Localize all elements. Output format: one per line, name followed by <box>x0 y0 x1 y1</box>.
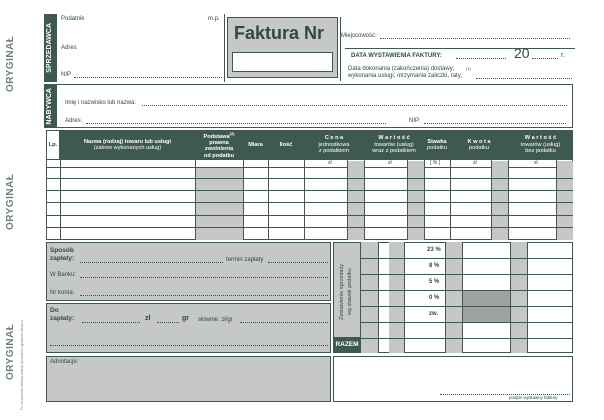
issue-date-label: DATA WYSTAWIENIA FAKTURY: <box>351 53 442 59</box>
col-line <box>268 160 269 240</box>
delivery-date-footnote: (1) <box>466 66 471 71</box>
summary-rate-23: 23 % <box>427 247 441 253</box>
col-header-rate <box>424 130 450 160</box>
tax-unit-zl: zł <box>473 160 477 166</box>
payment-method-label-1: Sposób <box>50 247 74 254</box>
col-header-net-line3: bez podatku <box>525 148 556 155</box>
notes-box[interactable] <box>46 356 331 402</box>
col-header-gross-line1: W a r t o ś ć <box>378 135 410 142</box>
to-pay-zl-field[interactable] <box>82 322 140 323</box>
summary-row <box>361 306 573 307</box>
col-header-net-line1: W a r t o ś ć <box>524 135 557 142</box>
seller-tab-label: SPRZEDAWCA <box>46 23 54 73</box>
account-field[interactable] <box>80 295 328 296</box>
to-pay-words-field-2[interactable] <box>50 345 328 346</box>
table-row <box>46 227 573 228</box>
table-row <box>46 178 573 179</box>
col-header-gross-line2: towarów (usług) <box>374 141 414 148</box>
col-header-net-line2: towarów (usług) <box>520 141 561 148</box>
col-line-gr <box>347 160 348 240</box>
to-pay-label-2: zapłaty: <box>50 315 75 322</box>
tax-gr-shade <box>491 161 508 240</box>
col-header-price-line1: C e n a <box>324 135 344 142</box>
col-header-rate-line1: Stawka <box>427 138 447 145</box>
col-line <box>450 160 451 240</box>
col-header-price <box>304 130 364 160</box>
payment-method-box <box>46 242 331 301</box>
col-header-qty-text: Ilość <box>279 141 293 148</box>
col-header-name-line1: Nazwa (rodzaj) towaru lub usługi <box>83 138 172 145</box>
col-header-net <box>508 130 573 160</box>
col-header-gross-line3: wraz z podatkiem <box>372 148 416 155</box>
col-header-name-line2: (zakres wykonanych usług) <box>93 145 162 151</box>
place-date-divider <box>345 48 575 49</box>
summary-row <box>361 322 573 323</box>
summary-row <box>361 258 573 259</box>
payment-method-label-2: zapłaty: <box>50 255 75 262</box>
buyer-name-label: Imię i nazwisko lub nazwa: <box>65 100 137 106</box>
price-gr-shade <box>347 161 364 240</box>
buyer-name-field[interactable] <box>142 105 567 106</box>
issue-year-suffix: r. <box>561 52 565 59</box>
place-field[interactable] <box>380 38 570 39</box>
payment-method-field[interactable] <box>80 262 223 263</box>
to-pay-gr-label: gr <box>182 315 189 322</box>
table-row <box>46 190 573 191</box>
summary-rate-zw: zw. <box>429 311 439 317</box>
summary-row <box>361 274 573 275</box>
buyer-tab <box>44 84 57 128</box>
summary-total-text: RAZEM <box>335 341 359 349</box>
delivery-date-label-2: wykonania usługi; otrzymania zaliczki, raty, <box>348 73 462 79</box>
to-pay-words-label: słownie: zł/gr <box>198 317 233 323</box>
to-pay-zl-label: zł <box>145 315 151 322</box>
col-header-tax-line1: K w o t a <box>467 138 491 145</box>
place-label: Miejscowość: <box>341 33 377 39</box>
col-line <box>424 160 425 240</box>
col-header-lp <box>46 130 60 160</box>
to-pay-gr-field[interactable] <box>157 322 179 323</box>
summary-side-label-box <box>333 242 361 338</box>
invoice-number-field[interactable] <box>232 52 333 72</box>
seller-mp-label: m.p. <box>208 16 220 22</box>
col-line-gr <box>556 160 557 240</box>
original-label-bottom: ORYGINAŁ <box>5 323 16 380</box>
col-line <box>304 160 305 240</box>
payment-due-field[interactable] <box>268 262 328 263</box>
col-line <box>243 160 244 240</box>
buyer-nip-label: NIP: <box>409 118 421 124</box>
buyer-tab-label: NABYWCA <box>46 87 54 125</box>
payment-due-label: termin zapłaty <box>226 257 264 263</box>
summary-side-label-2: wg stawek podatku <box>347 268 353 316</box>
invoice-title: Faktura Nr <box>234 23 325 43</box>
notes-label: Adnotacje: <box>50 359 79 365</box>
bank-field[interactable] <box>80 277 328 278</box>
buyer-nip-field[interactable] <box>424 123 566 124</box>
col-line <box>508 160 509 240</box>
original-label-middle: ORYGINAŁ <box>5 173 16 230</box>
issue-year-field[interactable] <box>532 58 558 59</box>
delivery-date-label-1: Data dokonania (zakończenia) dostawy; <box>348 66 455 72</box>
net-gr-shade <box>556 161 573 240</box>
col-line-gr <box>407 160 408 240</box>
buyer-address-field[interactable] <box>86 123 386 124</box>
account-label: Nr konta: <box>50 290 75 296</box>
summary-rate-5: 5 % <box>429 279 440 285</box>
seller-nip-label: NIP <box>61 72 72 78</box>
bank-label: W Banku: <box>50 272 77 278</box>
original-label-top: ORYGINAŁ <box>5 35 16 92</box>
col-header-price-line3: z podatkiem <box>318 148 350 155</box>
to-pay-label-1: Do <box>50 307 59 314</box>
col-line <box>364 160 365 240</box>
seller-nip-field[interactable] <box>74 77 222 78</box>
col-header-unit <box>243 130 268 160</box>
col-header-tax <box>450 130 508 160</box>
seller-box <box>57 14 225 82</box>
issue-year-prefix: 20 <box>514 45 530 61</box>
col-header-basis-line3: zwolnienia <box>204 146 234 153</box>
col-header-rate-line2: podatku <box>427 145 447 151</box>
col-line <box>195 160 196 240</box>
price-unit-zl: zł <box>328 160 332 166</box>
summary-table <box>333 242 573 353</box>
delivery-date-field[interactable] <box>476 78 572 79</box>
gross-gr-shade <box>407 161 424 240</box>
summary-total-label <box>333 338 361 353</box>
buyer-address-label: Adres: <box>65 118 83 124</box>
seller-tab <box>44 14 57 82</box>
rate-unit-pct: [ % ] <box>430 160 441 166</box>
col-line <box>60 160 61 240</box>
col-header-gross <box>364 130 424 160</box>
fine-print-text: Po otrzymaniu faktury należy sprawdzić zgodność danych <box>20 320 24 410</box>
col-header-basis-line2: prawna <box>209 140 229 147</box>
col-header-unit-text: Miara <box>248 141 263 148</box>
summary-rate-0: 0 % <box>429 295 440 301</box>
buyer-box <box>57 84 573 128</box>
summary-row <box>361 290 573 291</box>
left-margin-strip <box>0 0 44 420</box>
fine-print-column <box>20 10 40 410</box>
gross-unit-zl: zł <box>388 160 392 166</box>
col-header-basis-line4: od podatku <box>203 152 235 159</box>
col-line-gr <box>491 160 492 240</box>
issue-date-field[interactable] <box>456 58 506 59</box>
col-header-lp-text: Lp. <box>48 141 58 148</box>
summary-rate-8: 8 % <box>429 263 440 269</box>
seller-address-label: Adres <box>61 45 77 51</box>
summary-side-label-1: Zestawienie sprzedaży <box>339 264 345 320</box>
col-header-name <box>60 130 195 160</box>
col-header-price-line2: jednostkowa <box>318 141 350 148</box>
seller-label: Podatnik <box>61 16 85 22</box>
to-pay-words-field[interactable] <box>240 322 328 323</box>
col-header-basis <box>195 130 243 160</box>
table-row <box>46 202 573 203</box>
table-row <box>46 215 573 216</box>
items-table <box>46 130 573 240</box>
signature-label: podpis wystawcy faktury <box>509 395 558 400</box>
col-header-basis-line1: Podstawa$^{(2)}$ <box>203 130 235 140</box>
net-unit-zl: zł <box>534 160 538 166</box>
col-header-tax-line2: podatku <box>469 145 489 151</box>
summary-row <box>361 338 573 339</box>
col-header-qty <box>268 130 304 160</box>
